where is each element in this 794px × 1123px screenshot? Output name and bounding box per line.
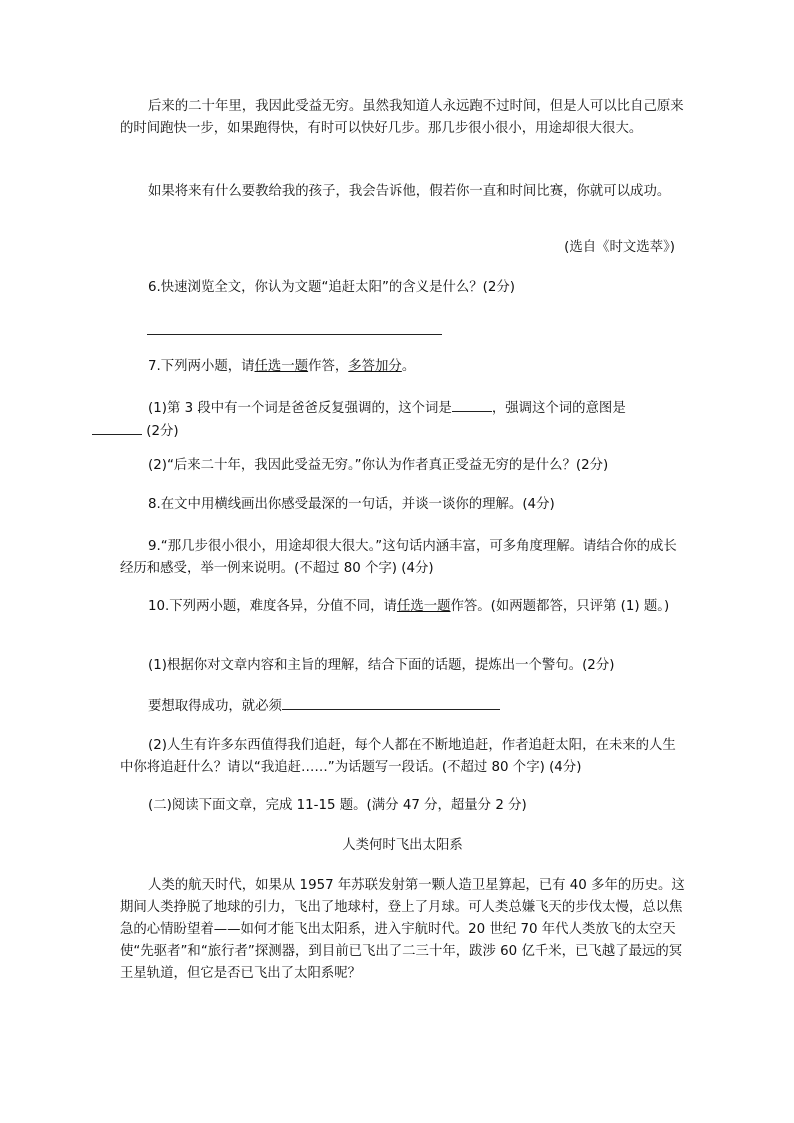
article-body: 人类的航天时代，如果从 1957 年苏联发射第一颗人造卫星算起，已有 40 多年的历史。这期间人类挣脱了地球的引力，飞出了地球村，登上了月球。可人类总嫌飞天的步伐太慢，总以焦急的心情盼望着——如何才能飞出太阳系，进入宇航时代。20 世纪 70 年代人类放飞的太空天使“先驱者”和“旅行者”探测器，到目前已飞出了二三十年，跋涉 60 亿千米，已飞越了最远的冥王星轨道，但它是否已飞出了太阳系呢？ (120, 878, 685, 981)
question-7-1 (120, 397, 685, 443)
question-7 (120, 356, 685, 378)
question-10 (120, 596, 685, 618)
q7-1-text-a: (1)第 3 段中有一个词是爸爸反复强调的，这个词是 (148, 401, 452, 416)
section-2-heading: (二)阅读下面文章，完成 11-15 题。(满分 47 分，超量分 2 分) (148, 798, 527, 813)
question-6: 6.快速浏览全文，你认为文题“追赶太阳”的含义是什么？(2分) (148, 280, 515, 295)
question-9: 9.“那几步很小很小，用途却很大很大。”这句话内涵丰富，可多角度理解。请结合你的成长经历和感受，举一例来说明。(不超过 80 个字) (4分) (120, 539, 677, 576)
question-10-2: (2)人生有许多东西值得我们追赶，每个人都在不断地追赶，作者追赶太阳，在未来的人生中你将追赶什么？请以“我追赶……”为话题写一段话。(不超过 80 个字) (4分) (120, 738, 676, 775)
source-citation: (选自《时文选萃》) (564, 240, 675, 255)
q10-1-fill-prompt: 要想取得成功，就必须 (148, 699, 282, 714)
q7-1-blank-intent[interactable] (92, 420, 142, 435)
q10-text-pre: 10.下列两小题，难度各异，分值不同，请 (148, 599, 397, 614)
question-8: 8.在文中用横线画出你感受最深的一句话，并谈一谈你的理解。(4分) (148, 497, 555, 512)
article-title: 人类何时飞出太阳系 (342, 838, 463, 853)
q7-underline-choose: 任选一题 (254, 359, 309, 374)
q10-text-post: 作答。(如两题都答，只评第 (1) 题。) (450, 599, 670, 614)
q7-1-blank-word[interactable] (452, 397, 492, 412)
paragraph-time-benefit: 后来的二十年里，我因此受益无穷。虽然我知道人永远跑不过时间，但是人可以比自己原来的时间跑快一步，如果跑得快，有时可以快好几步。那几步很小很小，用途却很大很大。 (120, 99, 684, 136)
q7-text-mid: 作答， (308, 359, 349, 374)
question-7-2: (2)“后来二十年，我因此受益无穷。”你认为作者真正受益无穷的是什么？(2分) (148, 458, 609, 473)
q7-1-text-b: ，强调这个词的意图是 (491, 401, 626, 416)
q7-1-text-c: (2分) (142, 424, 179, 439)
q7-underline-bonus: 多答加分 (348, 359, 402, 374)
question-10-1: (1)根据你对文章内容和主旨的理解，结合下面的话题，提炼出一个警句。(2分) (148, 658, 615, 673)
paragraph-teach-child: 如果将来有什么要教给我的孩子，我会告诉他，假若你一直和时间比赛，你就可以成功。 (148, 184, 671, 199)
q7-text-end: 。 (401, 359, 416, 374)
q10-1-blank[interactable] (282, 695, 500, 710)
answer-line-q6[interactable] (147, 334, 442, 335)
q10-underline-choose: 任选一题 (396, 599, 451, 614)
q7-text-pre: 7.下列两小题，请 (148, 359, 255, 374)
question-10-1-fill (120, 695, 685, 718)
